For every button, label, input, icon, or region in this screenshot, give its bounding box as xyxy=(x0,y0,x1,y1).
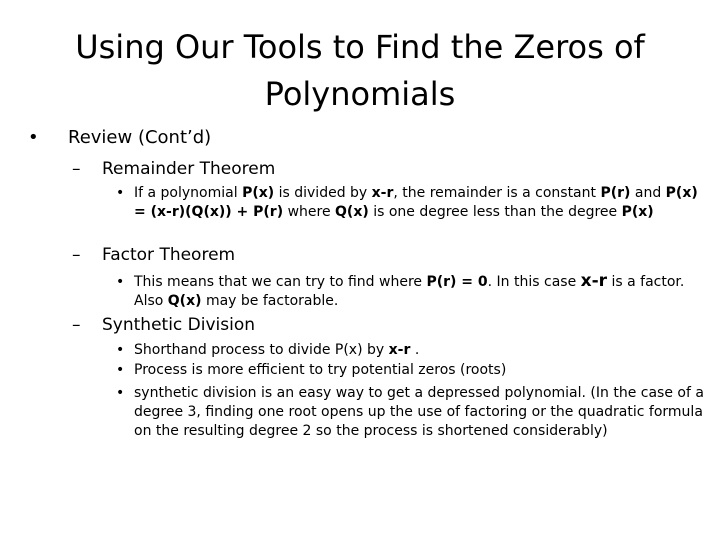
math-term: P(x) xyxy=(242,185,275,201)
text-span: This means that we can try to find where xyxy=(134,274,427,290)
bullet-icon: • xyxy=(116,342,125,358)
text-span: is divided by xyxy=(274,185,372,201)
synthetic-item-2 xyxy=(116,361,704,380)
text-span: synthetic division is an easy way to get a depressed polynomial. (In the case of a degree 3, finding one root opens up the use of factoring or the quadratic formula on the resulting degree 2 so the process is shortened considerably) xyxy=(134,385,704,439)
math-term: x-r xyxy=(580,271,608,291)
text-span: Shorthand process to divide P(x) by xyxy=(134,342,389,358)
factor-theorem-label: Factor Theorem xyxy=(102,245,236,265)
bullet-icon: • xyxy=(116,185,125,201)
math-term: P(r) xyxy=(600,185,631,201)
bullet-icon: • xyxy=(28,127,39,148)
text-span: Process is more efficient to try potential zeros (roots) xyxy=(134,362,507,378)
math-term: x-r xyxy=(388,342,411,358)
text-span: . xyxy=(410,342,420,358)
remainder-theorem-heading xyxy=(72,157,275,181)
remainder-theorem-text xyxy=(116,184,704,222)
text-span: is a factor. Also xyxy=(134,274,685,309)
math-term: P(r) = 0 xyxy=(426,274,488,290)
bullet-icon: • xyxy=(116,274,125,290)
text-span: , the remainder is a constant xyxy=(393,185,601,201)
dash-icon: – xyxy=(72,315,81,335)
title-line-1: Using Our Tools to Find the Zeros of xyxy=(75,28,645,66)
math-term: Q(x) xyxy=(167,293,202,309)
math-term: P(x) = (x-r)(Q(x)) + P(r) xyxy=(134,185,698,220)
text-span: where xyxy=(283,204,336,220)
synthetic-division-label: Synthetic Division xyxy=(102,315,256,335)
text-span: If a polynomial xyxy=(134,185,243,201)
synthetic-item-3 xyxy=(116,384,704,441)
dash-icon: – xyxy=(72,245,81,265)
synthetic-division-heading xyxy=(72,313,255,337)
math-term: x-r xyxy=(371,185,394,201)
text-span: may be factorable. xyxy=(201,293,339,309)
remainder-theorem-label: Remainder Theorem xyxy=(102,159,276,179)
math-term: Q(x) xyxy=(335,204,369,220)
title-line-2: Polynomials xyxy=(264,75,456,113)
math-term: P(x) xyxy=(621,204,654,220)
text-span: and xyxy=(630,185,666,201)
bullet-icon: • xyxy=(116,385,125,401)
factor-theorem-text xyxy=(116,272,704,311)
text-span: is one degree less than the degree xyxy=(368,204,622,220)
bullet-icon: • xyxy=(116,362,125,378)
synthetic-item-1 xyxy=(116,341,704,360)
text-span: . In this case xyxy=(487,274,581,290)
bullet-review xyxy=(28,126,211,150)
review-label: Review (Cont’d) xyxy=(68,127,212,148)
factor-theorem-heading xyxy=(72,243,235,267)
slide-title xyxy=(40,24,680,118)
dash-icon: – xyxy=(72,159,81,179)
